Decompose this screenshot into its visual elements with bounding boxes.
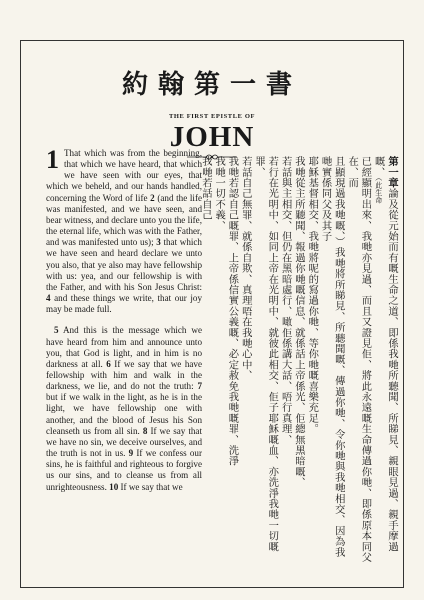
verse-8: If we say that we have no sin, we deceive ourselves, and the truth is not in us. <box>46 425 202 459</box>
verse-4: and these things we write, that our joy may be made full. <box>46 293 202 315</box>
chapter-number: 1 <box>46 145 59 174</box>
verse-9: If we confess our sins, he is faithful and righteous to forgive us our sins, and to cleanse us from all unrighteousness. <box>46 448 202 492</box>
english-paragraph-1 <box>46 145 203 315</box>
chinese-column-8: 若話自己無罪、就係自欺、真理唔在我哋心中、 <box>239 156 252 381</box>
verse-number-7: 7 <box>197 381 202 392</box>
verse-7: but if we walk in the light, as he is in the light, we have fellowship one with another, and the blood of Jesus his Son cleanseth us from all sin. <box>46 392 202 436</box>
english-book-title: JOHN <box>169 121 255 153</box>
verse-3: that which we have seen and heard declare we unto you also, that ye also may have fellowship with us: yea, and our fellowship is with the Father, and with his Son Jesus Christ: <box>46 237 202 292</box>
verse-2: (and the life was manifested, and we have seen, and bear witness, and declare unto you the life, the eternal life, which was with the Father, and was manifested unto us); <box>46 192 203 248</box>
chinese-column-5: 我哋從主所聽聞、報過你哋嘅信息、就係話上帝係光、佢總無黑暗嘅、 <box>292 156 305 488</box>
english-paragraph-2 <box>46 325 202 492</box>
verse-number-5: 5 <box>54 325 59 336</box>
chinese-column-6: 若話與主相交、但仍在黑暗處行、噉佢係講大話、唔行真理、 <box>279 156 292 445</box>
verse-1: That which was from the beginning, that which we have heard, that which we have seen with our eyes, that which we beheld, and our hands handled, concerning the Word of life <box>46 148 202 203</box>
verse-number-6: 6 <box>106 358 111 369</box>
chinese-verse-text: 論及從元始而有嘅生命之道、即係我哋所聽聞、所睇見、親眼見過、親手摩過嘅、 <box>372 156 398 552</box>
chinese-column-4: 耶穌基督相交、我哋將呢的寫過你哋、等你哋嘅喜樂充足。 <box>306 156 319 435</box>
chinese-column-2: 已經顯明出來、我哋亦見過、而且又證見佢、將此永遠嘅生命傳過你哋、即係原本同父在、而 <box>346 156 372 563</box>
chinese-column-7: 若行在光明中、如同上帝在光明中、就彼此相交、佢子耶穌嘅血、亦洗淨我哋一切嘅罪、 <box>253 156 279 552</box>
verse-10: If we say that we <box>120 481 183 492</box>
chinese-column-11: 我哋若話自己 <box>199 156 212 221</box>
verse-number-8: 8 <box>142 425 148 436</box>
verse-number-2: 2 <box>150 192 155 203</box>
chinese-note: （此生命 <box>374 177 383 204</box>
verse-number-4: 4 <box>46 293 51 304</box>
verse-number-9: 9 <box>128 448 134 459</box>
chinese-column-1 <box>371 156 398 564</box>
chinese-column-10: 我哋一切不義、 <box>213 156 226 231</box>
chinese-chapter-label: 第一章 <box>386 156 398 189</box>
chinese-column-3: 且顯現過我哋嘅、）我哋將所睇見、所聽聞嘅、傳過你哋、令你哋與我哋相交、因為我哋實係同父及其子 <box>319 156 345 558</box>
english-subtitle: THE FIRST EPISTLE OF <box>168 113 256 120</box>
chinese-book-title: 約翰第一書 <box>121 70 302 100</box>
chinese-text-column <box>199 156 398 564</box>
english-text-column <box>46 145 203 493</box>
verse-5: And this is the message which we have heard from him and announce unto you, that God is light, and in him is no darkness at all. <box>46 325 202 369</box>
verse-number-3: 3 <box>156 237 161 248</box>
chinese-column-9: 我哋若認自己嘅罪、上帝係信實公義嘅、必定赦免我哋嘅罪、洗淨 <box>226 156 239 467</box>
verse-number-10: 10 <box>109 481 119 492</box>
verse-6: If we say that we have fellowship with him and walk in the darkness, we lie, and do not the truth: <box>46 358 202 392</box>
